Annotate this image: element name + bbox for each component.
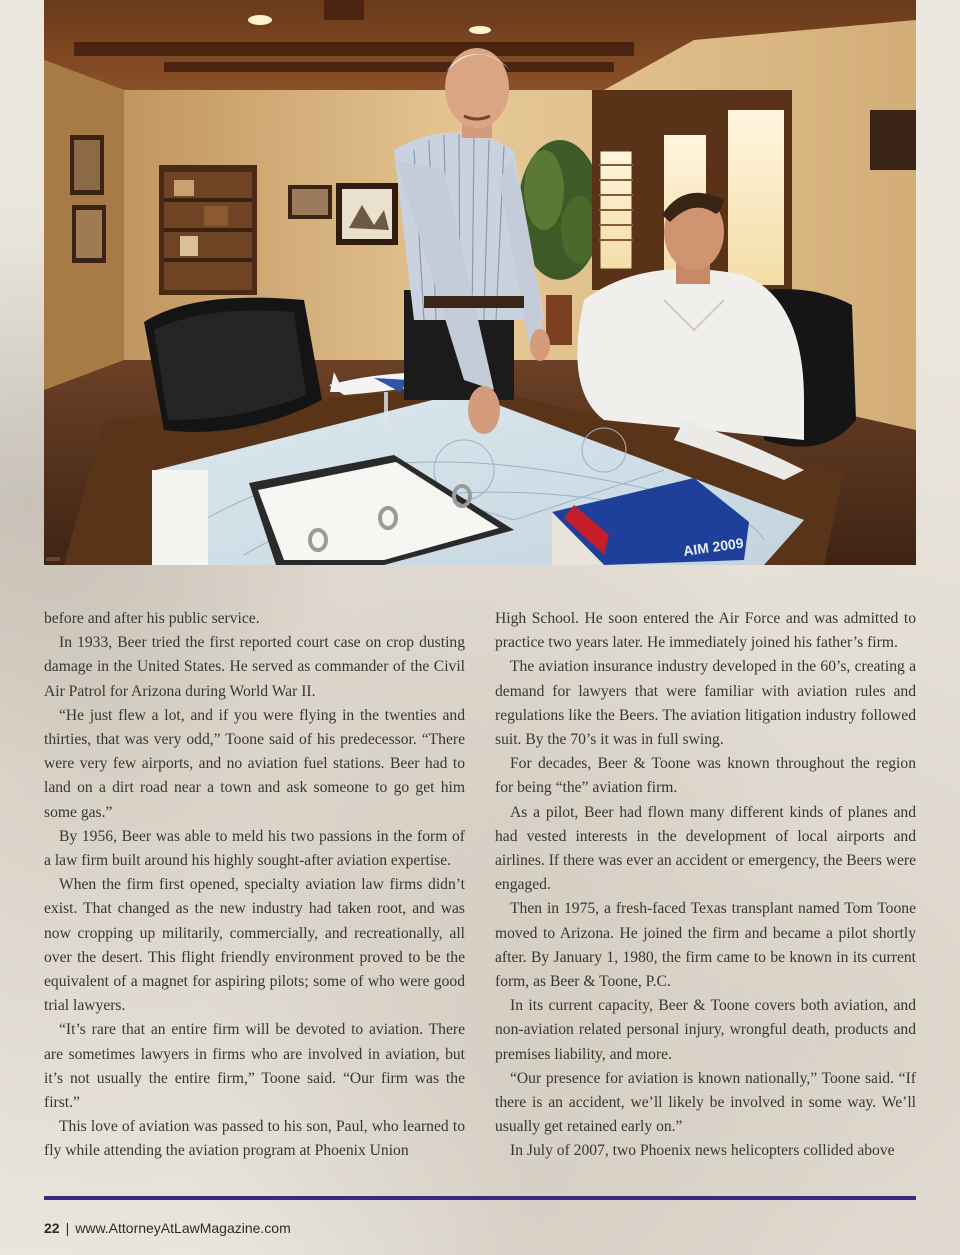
paragraph: In its current capacity, Beer & Toone covers both aviation, and non-aviation related personal injury, wrongful death, products and premises liability, and more. xyxy=(495,997,916,1063)
article-left-column xyxy=(44,607,465,1164)
article-photo xyxy=(44,0,916,565)
paragraph: Then in 1975, a fresh-faced Texas transplant named Tom Toone moved to Arizona. He joined the firm and became a pilot shortly after. By January 1, 1980, the firm came to be known in its current form, as Beer & Toone, P.C. xyxy=(495,900,916,991)
footer-rule xyxy=(44,1196,916,1200)
paragraph: “He just flew a lot, and if you were flying in the twenties and thirties, that was very odd,” Toone said of his predecessor. “There were very few airports, and no aviation fuel stations. Beer had to land on a dirt road near a town and ask someone to go get him some gas.” xyxy=(44,706,465,821)
paragraph: “Our presence for aviation is known nationally,” Toone said. “If there is an accident, we’ll likely be involved in some way. We’ll usually get retained early on.” xyxy=(495,1069,916,1136)
paragraph: The aviation insurance industry developed in the 60’s, creating a demand for lawyers that were familiar with aviation rules and regulations like the Beers. The aviation litigation industry followed suit. By the 70’s it was in full swing. xyxy=(495,658,916,749)
paragraph: In July of 2007, two Phoenix news helicopters collided above xyxy=(510,1142,895,1160)
paragraph: before and after his public service. xyxy=(44,610,260,627)
paragraph: “It’s rare that an entire firm will be devoted to aviation. There are sometimes lawyers in firms who are involved in aviation, but it’s not usually the entire firm,” Toone said. “Our firm was the first.” xyxy=(44,1021,465,1112)
paragraph: By 1956, Beer was able to meld his two passions in the form of a law firm built around his highly sought-after aviation expertise. xyxy=(44,827,465,870)
paragraph: In 1933, Beer tried the first reported court case on crop dusting damage in the United States. He served as commander of the Civil Air Patrol for Arizona during World War II. xyxy=(44,634,465,700)
paragraph: As a pilot, Beer had flown many different kinds of planes and had vested interests in the development of local airports and airlines. If there was ever an accident or emergency, the Beers were engaged. xyxy=(495,803,916,894)
page-number: 22 xyxy=(44,1220,60,1236)
book-title: AIM 2009 xyxy=(682,534,745,559)
page-footer xyxy=(44,1220,291,1236)
article-right-column xyxy=(495,607,916,1164)
paragraph: High School. He soon entered the Air Force and was admitted to practice two years later. He immediately joined his father’s firm. xyxy=(495,610,916,652)
footer-separator: | xyxy=(65,1220,70,1236)
paragraph: When the firm first opened, specialty aviation law firms didn’t exist. That changed as the new industry had taken root, and was now cropping up militarily, commercially, and recreationally, all over the desert. This flight friendly environment proved to be the equivalent of a magnet for aspiring pilots; some of who were good trial lawyers. xyxy=(44,876,465,1015)
website-link[interactable]: www.AttorneyAtLawMagazine.com xyxy=(75,1220,291,1236)
paragraph: For decades, Beer & Toone was known throughout the region for being “the” aviation firm. xyxy=(495,755,916,797)
paragraph: This love of aviation was passed to his son, Paul, who learned to fly while attending the aviation program at Phoenix Union xyxy=(44,1118,465,1160)
